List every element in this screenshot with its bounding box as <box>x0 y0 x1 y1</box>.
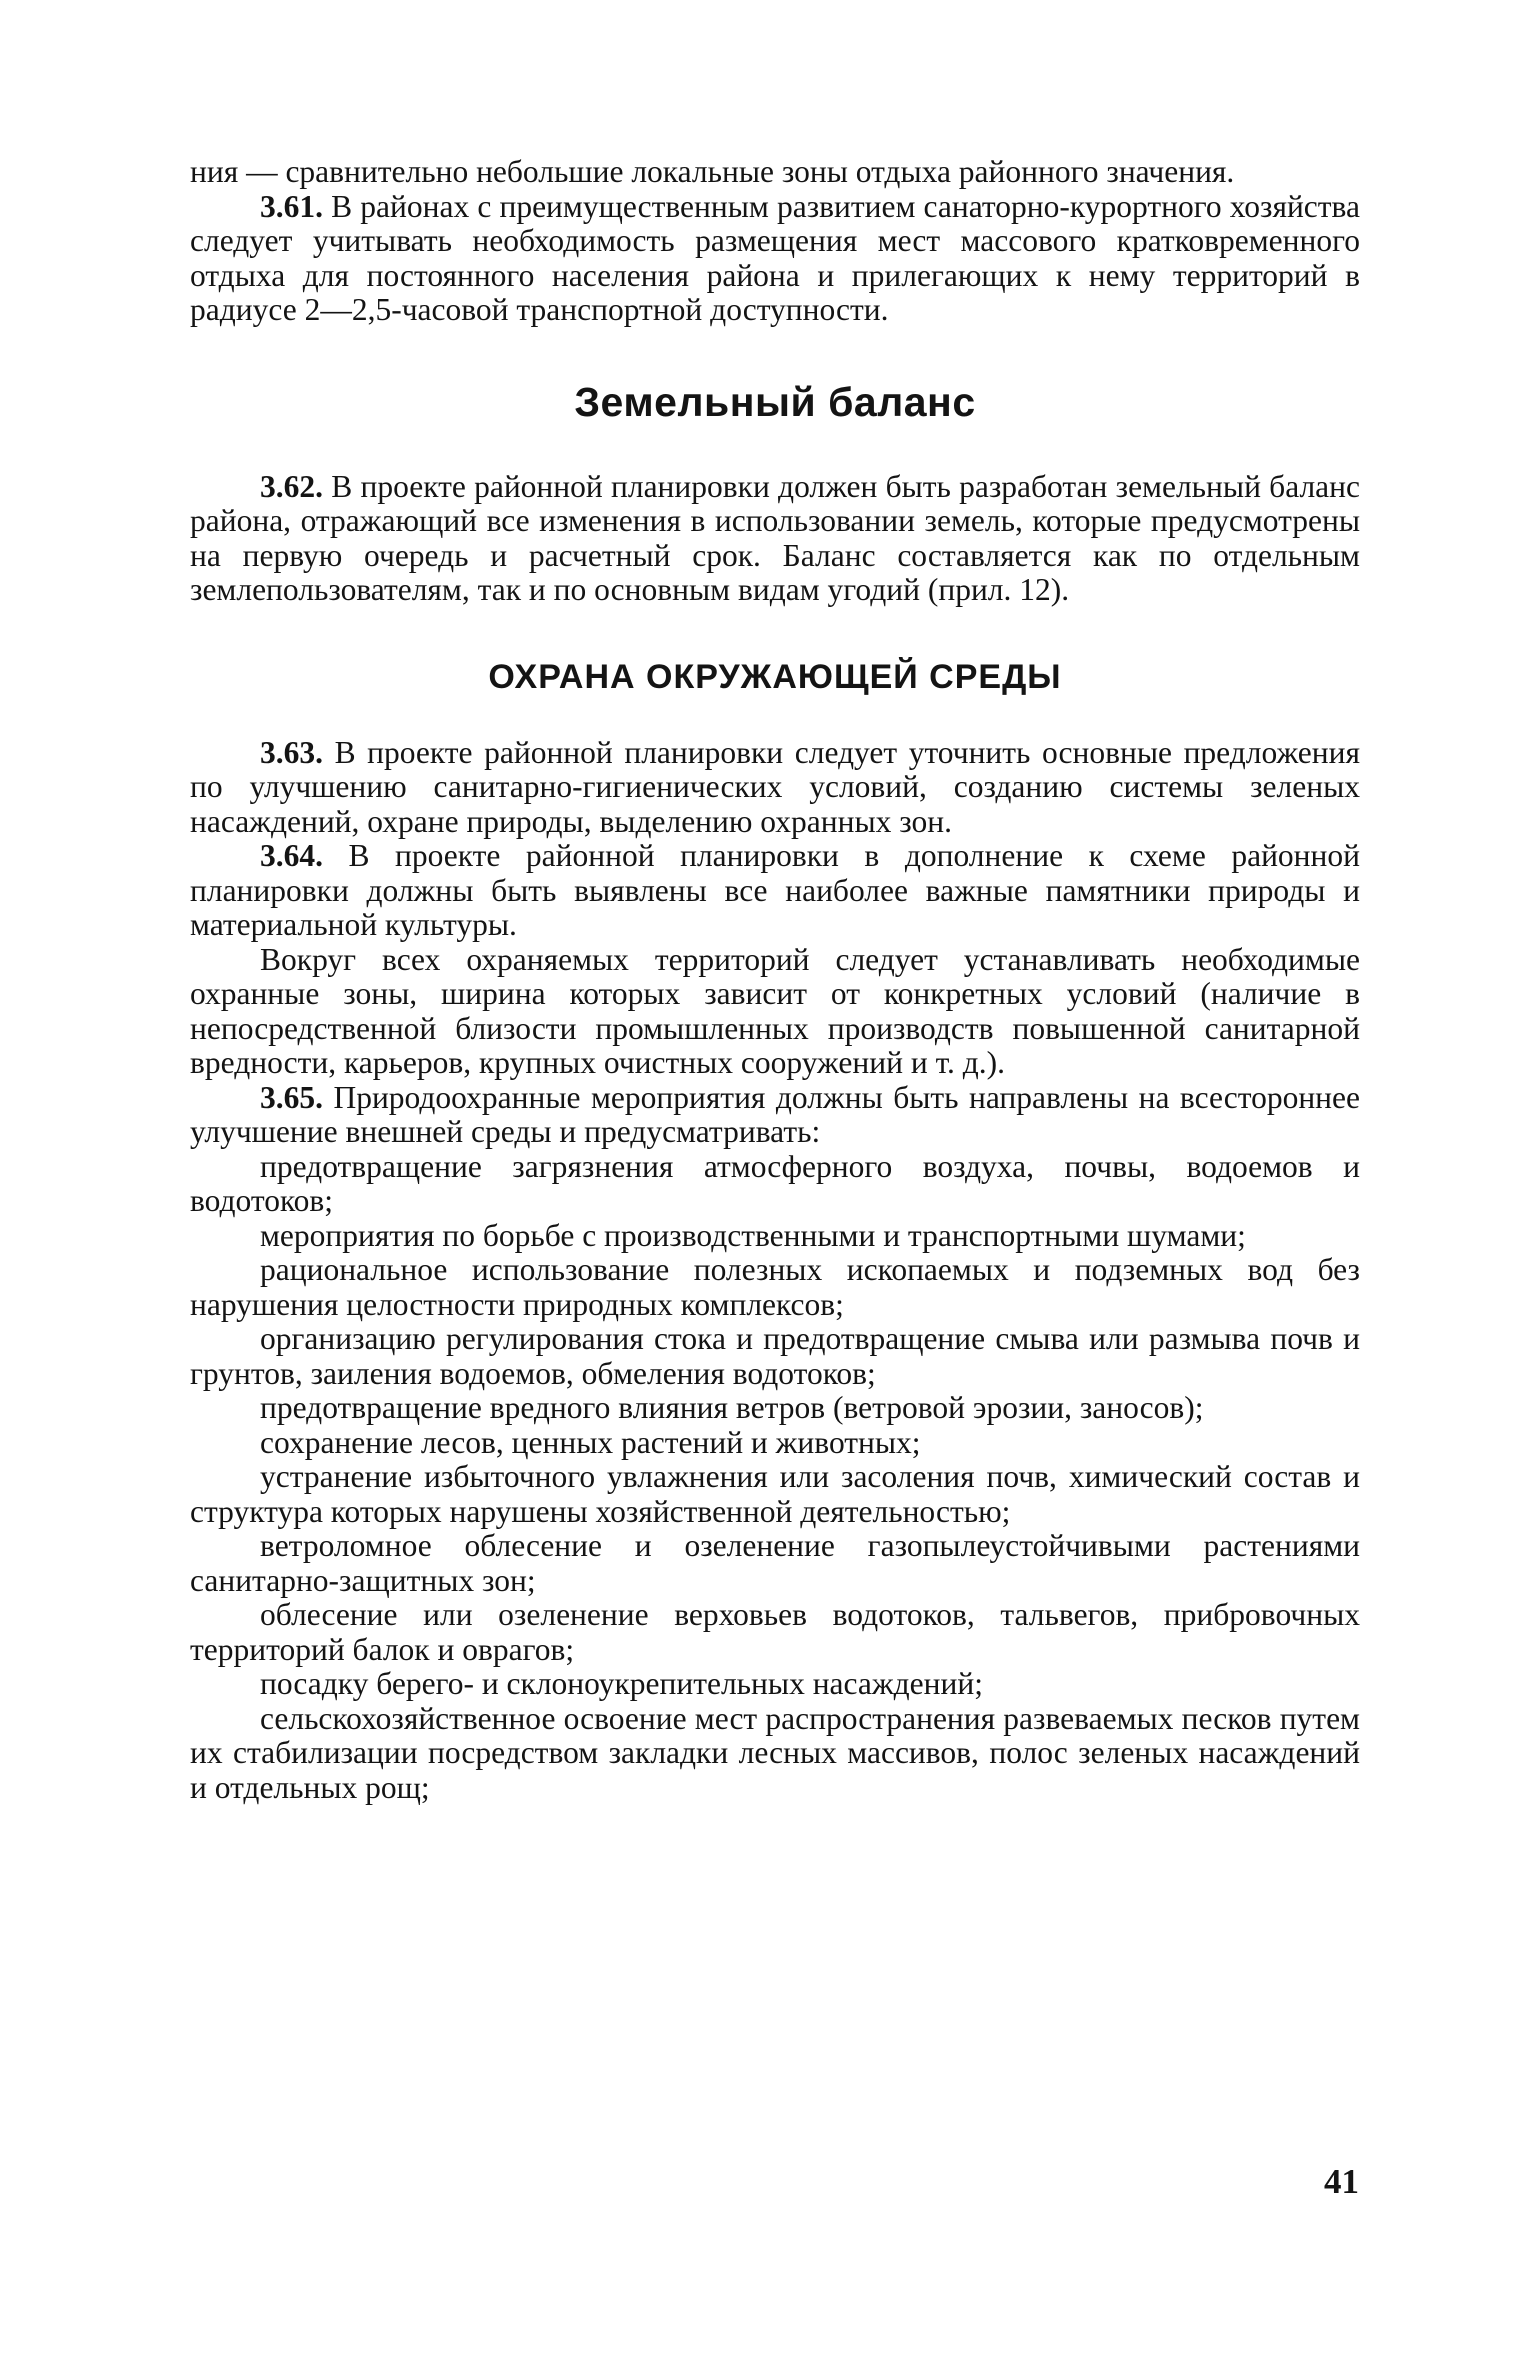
list-item-measure: устранение избыточного увлажнения или засоления почв, химический состав и структура которых нарушены хозяйственной деятельностью; <box>190 1459 1360 1529</box>
list-item-measure: рациональное использование полезных ископаемых и подземных вод без нарушения целостности природных комплексов; <box>190 1252 1360 1322</box>
clause-number: 3.63. <box>260 734 323 770</box>
list-item-measure: организацию регулирования стока и предотвращение смыва или размыва почв и грунтов, заиления водоемов, обмеления водотоков; <box>190 1321 1360 1391</box>
clause-text: В районах с преимущественным развитием санаторно-курортного хозяйства следует учитывать необходимость размещения мест массового кратковременного отдыха для постоянного населения района и прилегающих к нему территорий в радиусе 2—2,5-часовой транспортной доступности. <box>190 188 1360 327</box>
paragraph-3-64-protected-zones: Вокруг всех охраняемых территорий следует устанавливать необходимые охранные зоны, ширина которых зависит от конкретных условий (наличие в непосредственной близости промышленных производств повышенной санитарной вредности, карьеров, крупных очистных сооружений и т. д.). <box>190 941 1360 1080</box>
list-item-measure: облесение или озеленение верховьев водотоков, тальвегов, прибровочных территорий балок и оврагов; <box>190 1597 1360 1667</box>
paragraph-3-65 <box>190 1081 1360 1150</box>
page-number: 41 <box>1324 2162 1359 2201</box>
clause-number: 3.62. <box>260 468 323 504</box>
continued-paragraph: ния — сравнительно небольшие локальные зоны отдыха районного значения. <box>190 154 1235 189</box>
clause-text: В проекте районной планировки следует уточнить основные предложения по улучшению санитарно-гигиенических условий, созданию системы зеленых насаждений, охране природы, выделению охранных зон. <box>190 734 1360 839</box>
list-item-measure: сельскохозяйственное освоение мест распространения развеваемых песков путем их стабилизации посредством закладки лесных массивов, полос зеленых насаждений и отдельных рощ; <box>190 1700 1360 1805</box>
paragraph-3-64 <box>190 839 1360 943</box>
clause-number: 3.61. <box>260 188 323 224</box>
list-item-measure: предотвращение загрязнения атмосферного воздуха, почвы, водоемов и водотоков; <box>190 1148 1360 1218</box>
clause-number: 3.65. <box>260 1079 323 1115</box>
list-item-measure: предотвращение вредного влияния ветров (ветровой эрозии, заносов); <box>260 1390 1204 1425</box>
list-item-measure: сохранение лесов, ценных растений и животных; <box>260 1424 921 1460</box>
clause-number: 3.64. <box>260 838 323 873</box>
heading-land-balance: Земельный баланс <box>574 378 976 425</box>
clause-text: В проекте районной планировки в дополнение к схеме районной планировки должны быть выявлены все наиболее важные памятники природы и материальной культуры. <box>190 838 1360 942</box>
list-item-measure: ветроломное облесение и озеленение газопылеустойчивыми растениями санитарно-защитных зон; <box>190 1528 1360 1598</box>
paragraph-3-61 <box>190 190 1360 328</box>
document-page <box>190 155 1360 1805</box>
heading-environment-protection: ОХРАНА ОКРУЖАЮЩЕЙ СРЕДЫ <box>488 657 1062 696</box>
clause-text: Природоохранные мероприятия должны быть направлены на всестороннее улучшение внешней среды и предусматривать: <box>190 1079 1360 1149</box>
paragraph-3-62 <box>190 470 1360 608</box>
paragraph-3-63 <box>190 736 1360 840</box>
list-item-measure: мероприятия по борьбе с производственными и транспортными шумами; <box>260 1217 1246 1253</box>
clause-text: В проекте районной планировки должен быть разработан земельный баланс района, отражающий все изменения в использовании земель, которые предусмотрены на первую очередь и расчетный срок. Баланс составляется как по отдельным землепользователям, так и по основным видам угодий (прил. 12). <box>190 468 1360 607</box>
list-item-measure: посадку берего- и склоноукрепительных насаждений; <box>260 1666 983 1701</box>
